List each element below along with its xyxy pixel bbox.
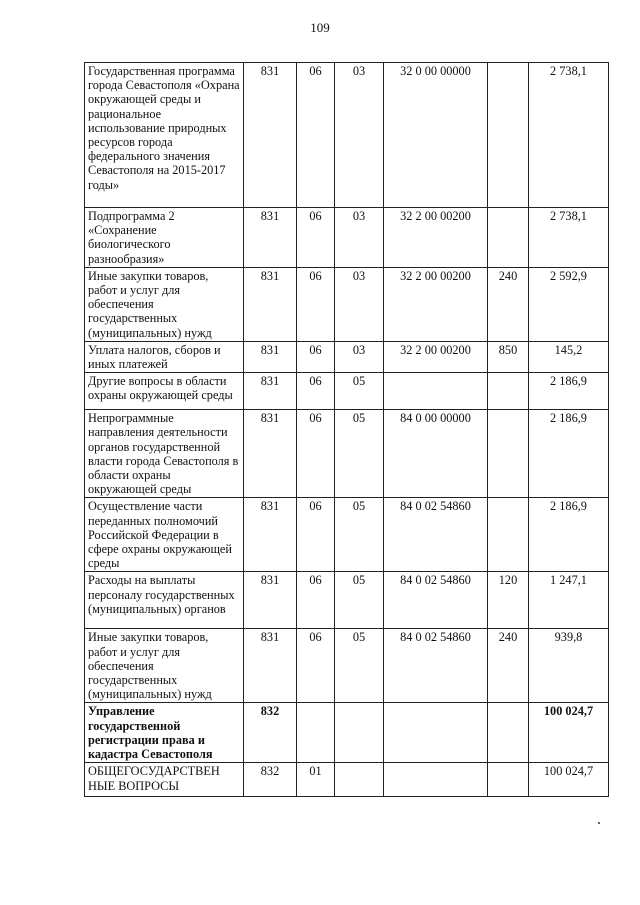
cell-ministry-code: 831 (244, 629, 297, 703)
cell-target-code: 84 0 02 54860 (384, 572, 488, 629)
cell-subsection-code: 05 (335, 629, 384, 703)
cell-target-code: 32 2 00 00200 (384, 208, 488, 268)
cell-expense-type: 240 (488, 267, 529, 341)
cell-name: Уплата налогов, сборов и иных платежей (85, 341, 244, 372)
cell-ministry-code: 831 (244, 208, 297, 268)
cell-subsection-code: 05 (335, 498, 384, 572)
cell-subsection-code: 03 (335, 63, 384, 208)
cell-name: Подпрограмма 2 «Сохранение биологического разнообразия» (85, 208, 244, 268)
table-row (85, 410, 609, 498)
cell-name: Непрограммные направления деятельности органов государственной власти города Севастополя в области охраны окружающей среды (85, 410, 244, 498)
cell-name: Управление государственной регистрации права и кадастра Севастополя (85, 703, 244, 763)
cell-target-code: 32 2 00 00200 (384, 341, 488, 372)
stray-mark (598, 822, 600, 824)
cell-amount: 2 738,1 (529, 63, 609, 208)
cell-subsection-code (335, 703, 384, 763)
table-body (85, 63, 609, 797)
cell-expense-type (488, 763, 529, 797)
cell-target-code: 84 0 02 54860 (384, 629, 488, 703)
cell-expense-type (488, 63, 529, 208)
cell-section-code: 06 (297, 410, 335, 498)
cell-section-code: 06 (297, 341, 335, 372)
cell-subsection-code: 03 (335, 341, 384, 372)
cell-amount: 145,2 (529, 341, 609, 372)
cell-ministry-code: 832 (244, 763, 297, 797)
cell-name: Расходы на выплаты персоналу государственных (муниципальных) органов (85, 572, 244, 629)
cell-amount: 2 186,9 (529, 410, 609, 498)
cell-target-code: 32 2 00 00200 (384, 267, 488, 341)
cell-amount: 2 186,9 (529, 498, 609, 572)
cell-amount: 939,8 (529, 629, 609, 703)
cell-expense-type (488, 410, 529, 498)
cell-name: Другие вопросы в области охраны окружающей среды (85, 373, 244, 410)
table-row (85, 267, 609, 341)
cell-name: Осуществление части переданных полномочий Российской Федерации в сфере охраны окружающей среды (85, 498, 244, 572)
cell-section-code: 06 (297, 63, 335, 208)
cell-subsection-code (335, 763, 384, 797)
table-row (85, 763, 609, 797)
cell-subsection-code: 03 (335, 267, 384, 341)
cell-name: Иные закупки товаров, работ и услуг для обеспечения государственных (муниципальных) нужд (85, 629, 244, 703)
cell-expense-type (488, 498, 529, 572)
cell-target-code: 32 0 00 00000 (384, 63, 488, 208)
cell-ministry-code: 831 (244, 410, 297, 498)
cell-section-code: 06 (297, 373, 335, 410)
cell-expense-type: 850 (488, 341, 529, 372)
cell-amount: 100 024,7 (529, 763, 609, 797)
cell-target-code: 84 0 02 54860 (384, 498, 488, 572)
cell-amount: 100 024,7 (529, 703, 609, 763)
page-number: 109 (310, 20, 330, 35)
budget-table (84, 62, 609, 797)
cell-name: ОБЩЕГОСУДАРСТВЕН НЫЕ ВОПРОСЫ (85, 763, 244, 797)
table-row (85, 703, 609, 763)
cell-ministry-code: 831 (244, 267, 297, 341)
cell-target-code (384, 763, 488, 797)
cell-target-code (384, 373, 488, 410)
cell-section-code: 06 (297, 498, 335, 572)
cell-expense-type: 120 (488, 572, 529, 629)
table-row (85, 208, 609, 268)
cell-ministry-code: 831 (244, 373, 297, 410)
cell-amount: 1 247,1 (529, 572, 609, 629)
cell-subsection-code: 05 (335, 373, 384, 410)
table-row (85, 572, 609, 629)
cell-section-code: 06 (297, 267, 335, 341)
cell-expense-type: 240 (488, 629, 529, 703)
cell-amount: 2 592,9 (529, 267, 609, 341)
cell-amount: 2 738,1 (529, 208, 609, 268)
cell-ministry-code: 831 (244, 63, 297, 208)
cell-section-code (297, 703, 335, 763)
cell-section-code: 06 (297, 208, 335, 268)
table-row (85, 629, 609, 703)
cell-amount: 2 186,9 (529, 373, 609, 410)
cell-section-code: 06 (297, 572, 335, 629)
cell-name: Государственная программа города Севастополя «Охрана окружающей среды и рациональное использование природных ресурсов города федерального значения Севастополя на 2015-2017 годы» (85, 63, 244, 208)
cell-expense-type (488, 208, 529, 268)
table-row (85, 341, 609, 372)
cell-section-code: 06 (297, 629, 335, 703)
cell-subsection-code: 03 (335, 208, 384, 268)
cell-subsection-code: 05 (335, 572, 384, 629)
cell-ministry-code: 831 (244, 572, 297, 629)
cell-ministry-code: 832 (244, 703, 297, 763)
cell-subsection-code: 05 (335, 410, 384, 498)
cell-name: Иные закупки товаров, работ и услуг для обеспечения государственных (муниципальных) нужд (85, 267, 244, 341)
cell-expense-type (488, 373, 529, 410)
cell-ministry-code: 831 (244, 498, 297, 572)
cell-ministry-code: 831 (244, 341, 297, 372)
cell-expense-type (488, 703, 529, 763)
cell-target-code (384, 703, 488, 763)
table-row (85, 63, 609, 208)
cell-section-code: 01 (297, 763, 335, 797)
table-row (85, 498, 609, 572)
cell-target-code: 84 0 00 00000 (384, 410, 488, 498)
table-row (85, 373, 609, 410)
